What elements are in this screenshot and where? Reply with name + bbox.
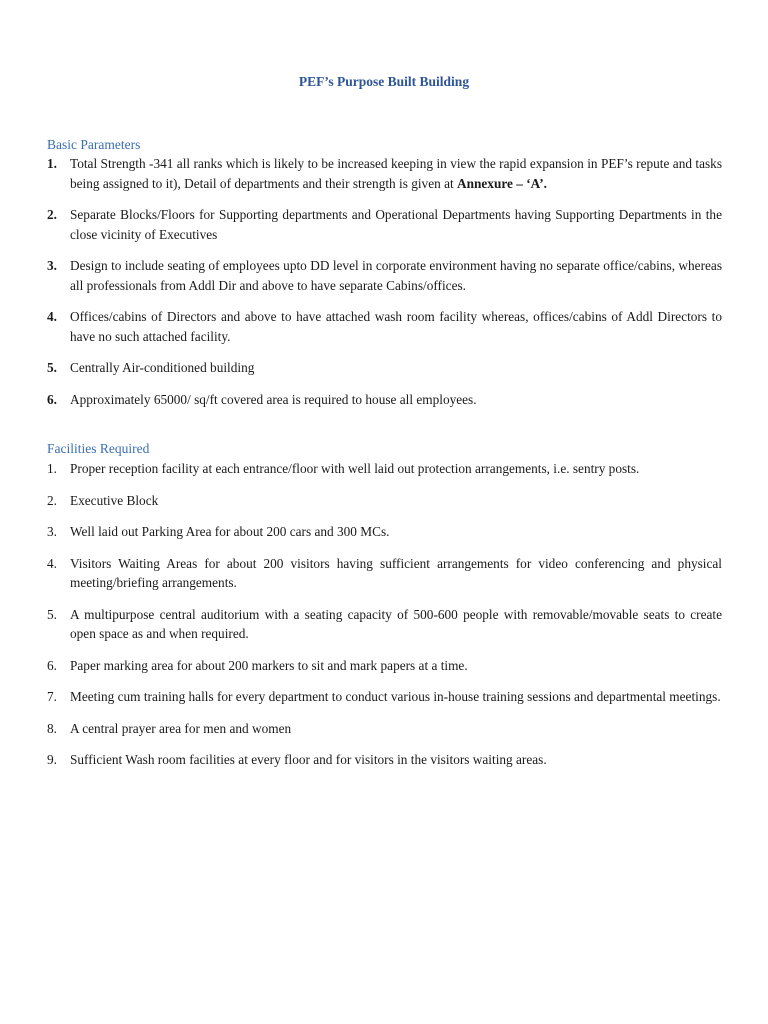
item-text: Visitors Waiting Areas for about 200 visitors having sufficient arrangements for video conferencing and physical meeting/briefing arrangements. bbox=[70, 555, 722, 590]
item-text: A multipurpose central auditorium with a seating capacity of 500-600 people with removable/movable seats to create open space as and when required. bbox=[70, 606, 722, 641]
list-item bbox=[47, 205, 722, 244]
item-number: 2. bbox=[47, 492, 57, 508]
item-text: Approximately 65000/ sq/ft covered area is required to house all employees. bbox=[70, 391, 477, 407]
item-number: 4. bbox=[47, 309, 57, 324]
item-number: 7. bbox=[47, 689, 57, 704]
item-number: 4. bbox=[47, 555, 57, 571]
item-text: Sufficient Wash room facilities at every floor and for visitors in the visitors waiting areas. bbox=[70, 752, 547, 767]
list-item bbox=[47, 491, 722, 511]
facilities-required-list bbox=[47, 459, 722, 782]
list-item bbox=[47, 719, 722, 739]
annexure-reference: Annexure – ‘A’. bbox=[457, 175, 547, 191]
list-item bbox=[47, 390, 722, 410]
item-text: Well laid out Parking Area for about 200 cars and 300 MCs. bbox=[70, 524, 390, 539]
list-item bbox=[47, 522, 722, 542]
item-number: 6. bbox=[47, 391, 57, 407]
list-item bbox=[47, 687, 722, 707]
item-number: 1. bbox=[47, 156, 57, 171]
list-item bbox=[47, 256, 722, 295]
item-number: 5. bbox=[47, 360, 57, 375]
list-item bbox=[47, 750, 722, 770]
item-text: Paper marking area for about 200 markers to sit and mark papers at a time. bbox=[70, 657, 468, 673]
list-item bbox=[47, 554, 722, 593]
list-item bbox=[47, 154, 722, 193]
item-number: 8. bbox=[47, 720, 57, 736]
list-item bbox=[47, 656, 722, 676]
basic-parameters-list bbox=[47, 154, 722, 421]
item-number: 6. bbox=[47, 657, 57, 673]
item-text: Total Strength -341 all ranks which is likely to be increased keeping in view the rapid expansion in PEF’s repute and tasks being assigned to it), Detail of departments and their strength is given at bbox=[70, 156, 722, 191]
list-item bbox=[47, 459, 722, 479]
item-number: 9. bbox=[47, 752, 57, 767]
section-heading-basic-parameters: Basic Parameters bbox=[47, 137, 141, 152]
item-text: Centrally Air-conditioned building bbox=[70, 360, 255, 375]
item-text: Meeting cum training halls for every department to conduct various in-house training sessions and departmental meetings. bbox=[70, 689, 721, 704]
item-number: 5. bbox=[47, 606, 57, 622]
list-item bbox=[47, 605, 722, 644]
list-item bbox=[47, 358, 722, 378]
item-text: Separate Blocks/Floors for Supporting departments and Operational Departments having Supporting Departments in the close vicinity of Executives bbox=[70, 207, 722, 242]
item-text: Proper reception facility at each entrance/floor with well laid out protection arrangements, i.e. sentry posts. bbox=[70, 461, 640, 476]
item-text: Offices/cabins of Directors and above to have attached wash room facility whereas, offices/cabins of Addl Directors to have no such attached facility. bbox=[70, 309, 722, 344]
item-text: Design to include seating of employees upto DD level in corporate environment having no separate office/cabins, whereas all professionals from Addl Dir and above to have separate Cabins/offices. bbox=[70, 258, 722, 293]
page-title: PEF’s Purpose Built Building bbox=[298, 74, 470, 89]
item-text: Executive Block bbox=[70, 492, 159, 508]
item-text: A central prayer area for men and women bbox=[70, 720, 292, 736]
item-number: 2. bbox=[47, 207, 57, 222]
item-number: 3. bbox=[47, 524, 57, 539]
item-number: 1. bbox=[47, 461, 57, 476]
list-item bbox=[47, 307, 722, 346]
item-number: 3. bbox=[47, 258, 57, 273]
section-heading-facilities-required: Facilities Required bbox=[47, 441, 150, 456]
